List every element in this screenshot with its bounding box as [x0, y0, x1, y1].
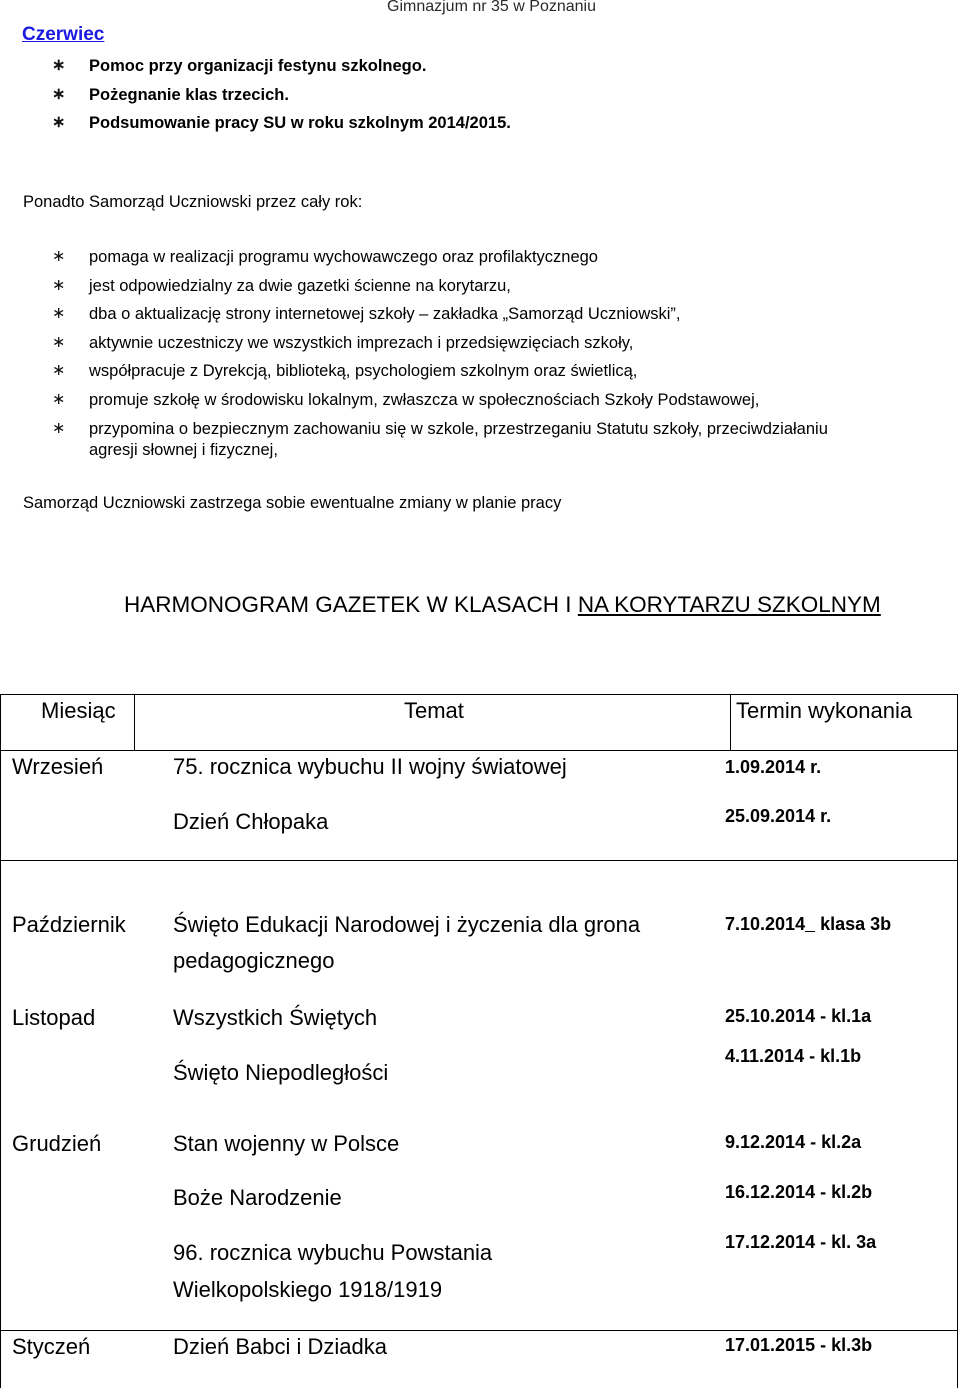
table-row-divider — [0, 860, 958, 861]
list-item: ∗ Podsumowanie pracy SU w roku szkolnym 2014/2015. — [0, 109, 511, 138]
table-cell-topic: Święto Edukacji Narodowej i życzenia dla grona — [173, 912, 641, 937]
table-cell-date: 1.09.2014 r. — [725, 757, 822, 777]
table-cell-topic: 96. rocznica wybuchu Powstania — [173, 1240, 493, 1265]
table-cell-topic: Wielkopolskiego 1918/1919 — [173, 1277, 443, 1302]
year-round-intro: Ponadto Samorząd Uczniowski przez cały rok: — [23, 193, 363, 211]
list-item: ∗ przypomina o bezpiecznym zachowaniu się w szkole, przestrzeganiu Statutu szkoły, przeciwdziałaniu — [0, 415, 828, 444]
asterisk-bullet-icon: ∗ — [52, 248, 66, 265]
column-divider — [730, 694, 731, 750]
list-item: ∗ jest odpowiedzialny za dwie gazetki ścienne na korytarzu, — [0, 272, 828, 301]
asterisk-bullet-icon: ∗ — [52, 362, 66, 380]
list-item: ∗ współpracuje z Dyrekcją, biblioteką, psychologiem szkolnym oraz świetlicą, — [0, 357, 828, 386]
table-cell-topic: Wszystkich Świętych — [173, 1005, 378, 1030]
asterisk-bullet-icon: ∗ — [52, 57, 66, 74]
table-cell-topic: Boże Narodzenie — [173, 1185, 342, 1210]
table-cell-date: 7.10.2014 klasa 3b — [725, 914, 892, 934]
asterisk-bullet-icon: ∗ — [52, 276, 66, 294]
asterisk-bullet-icon: ∗ — [52, 333, 66, 351]
table-cell-date: 17.12.2014 - kl. 3a — [725, 1232, 877, 1252]
table-cell-month: Październik — [12, 912, 126, 937]
table-cell-date: 16.12.2014 - kl.2b — [725, 1182, 873, 1202]
table-cell-month: Listopad — [12, 1005, 96, 1030]
column-header-deadline: Termin wykonania — [736, 698, 913, 723]
asterisk-bullet-icon: ∗ — [52, 390, 66, 408]
list-item: ∗ Pomoc przy organizacji festynu szkolnego. — [0, 52, 511, 81]
list-item: ∗ aktywnie uczestniczy we wszystkich imprezach i przedsięwzięciach szkoły, — [0, 329, 828, 358]
harmonogram-title: HARMONOGRAM GAZETEK W KLASACH I NA KORYTARZU SZKOLNYM — [124, 592, 881, 617]
list-item: ∗ dba o aktualizację strony internetowej szkoły – zakładka „Samorząd Uczniowski”, — [0, 300, 828, 329]
newsletter-schedule-table — [0, 694, 958, 1388]
table-cell-topic: Stan wojenny w Polsce — [173, 1131, 400, 1156]
table-header-divider — [0, 750, 958, 751]
list-item: ∗ pomaga w realizacji programu wychowawczego oraz profilaktycznego — [0, 243, 828, 272]
table-cell-month: Styczeń — [12, 1334, 91, 1359]
june-task-list — [0, 52, 511, 138]
table-cell-date: 4.11.2014 - kl.1b — [725, 1046, 862, 1066]
table-cell-topic: Święto Niepodległości — [173, 1060, 389, 1085]
table-cell-topic: pedagogicznego — [173, 948, 335, 973]
list-item: ∗ Pożegnanie klas trzecich. — [0, 81, 511, 110]
asterisk-bullet-icon: ∗ — [52, 419, 66, 437]
plan-change-note: Samorząd Uczniowski zastrzega sobie ewentualne zmiany w planie pracy — [23, 494, 562, 512]
column-header-month: Miesiąc — [41, 698, 116, 723]
month-title-june: Czerwiec — [22, 24, 105, 45]
table-cell-topic: 75. rocznica wybuchu II wojny światowej — [173, 754, 567, 779]
table-cell-date: 25.10.2014 - kl.1a — [725, 1006, 872, 1026]
table-cell-date: 25.09.2014 r. — [725, 806, 832, 826]
table-row-divider — [0, 1330, 958, 1331]
school-name-header: Gimnazjum nr 35 w Poznaniu — [387, 0, 596, 15]
asterisk-bullet-icon: ∗ — [52, 114, 66, 132]
column-header-topic: Temat — [404, 698, 464, 723]
list-item: ∗ promuje szkołę w środowisku lokalnym, zwłaszcza w społecznościach Szkoły Podstawowej, — [0, 386, 828, 415]
table-cell-topic: Dzień Chłopaka — [173, 809, 329, 834]
table-cell-date: 9.12.2014 - kl.2a — [725, 1132, 862, 1152]
column-divider — [134, 694, 135, 750]
table-cell-topic: Dzień Babci i Dziadka — [173, 1334, 387, 1359]
asterisk-bullet-icon: ∗ — [52, 85, 66, 103]
asterisk-bullet-icon: ∗ — [52, 305, 66, 323]
duties-continuation: agresji słownej i fizycznej, — [89, 441, 278, 459]
duties-list — [0, 243, 828, 443]
table-cell-date: 17.01.2015 - kl.3b — [725, 1335, 873, 1355]
table-cell-month: Grudzień — [12, 1131, 102, 1156]
table-cell-month: Wrzesień — [12, 754, 104, 779]
